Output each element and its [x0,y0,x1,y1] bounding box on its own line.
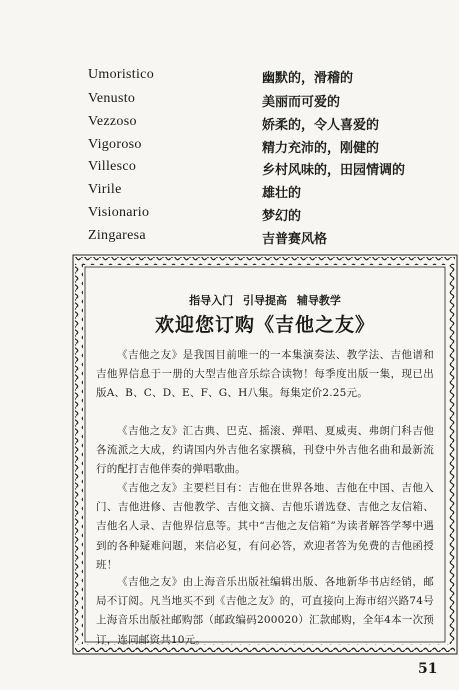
term-row [0,182,459,204]
ad-headline: 欢迎您订购《吉他之友》 [154,314,375,336]
italian-term: Umoristico [88,67,154,82]
chinese-meaning: 精力充沛的，刚健的 [262,141,380,156]
term-row [0,205,459,227]
ad-paragraph: 《吉他之友》是我国目前唯一的一本集演奏法、教学法、吉他谱和吉他界信息于一册的大型吉他音乐综合读物！每季度出版一集，现已出版A、B、C、D、E、F、G、H八集。每集定价2.25元。 [96,349,434,400]
chinese-meaning: 雄壮的 [262,186,302,201]
subscription-advertisement [72,254,458,655]
ad-paragraph: 《吉他之友》汇古典、巴克、摇滚、弹唱、夏威夷、弗朗门科吉他各流派之大成，约请国内外吉他名家撰稿，刊登中外吉他名曲和最新流行的配打吉他伴奏的弹唱歌曲。 [96,425,434,476]
ad-paragraph: 《吉他之友》由上海音乐出版社编辑出版、各地新华书店经销，邮局不订阅。凡当地买不到《吉他之友》的，可直接向上海市绍兴路74号上海音乐出版社邮购部（邮政编码200020）汇款邮购，全年4本一次预订，连同邮资共10元。 [96,576,434,646]
term-row [0,228,459,250]
italian-term: Vigoroso [88,137,142,152]
chinese-meaning: 吉普赛风格 [262,232,328,247]
ad-paragraph: 《吉他之友》主要栏目有：吉他在世界各地、吉他在中国、吉他入门、吉他进修、吉他教学、吉他文摘、吉他乐谱选登、吉他之友信箱、吉他名人录、吉他界信息等。其中“吉他之友信箱”为读者解答学琴中遇到的各种疑难问题，来信必复，有问必答，欢迎者答为免费的吉他函授班！ [96,482,434,571]
ad-slogan: 指导入门 引导提高 辅导教学 [189,294,341,307]
chinese-meaning: 美丽而可爱的 [262,95,341,110]
term-row [0,91,459,113]
page-number: 51 [418,661,438,677]
italian-term: Vezzoso [88,114,137,129]
italian-term: Virile [88,182,122,197]
italian-term: Zingaresa [88,228,146,243]
term-row [0,67,459,89]
chinese-meaning: 幽默的，滑稽的 [262,71,354,86]
italian-term: Villesco [88,159,137,174]
chinese-meaning: 娇柔的，令人喜爱的 [262,118,380,133]
chinese-meaning: 乡村风味的，田园情调的 [262,163,406,178]
term-row [0,114,459,136]
term-row [0,159,459,181]
italian-term: Visionario [88,205,150,220]
italian-term: Venusto [88,91,136,106]
term-row [0,137,459,159]
chinese-meaning: 梦幻的 [262,209,302,224]
